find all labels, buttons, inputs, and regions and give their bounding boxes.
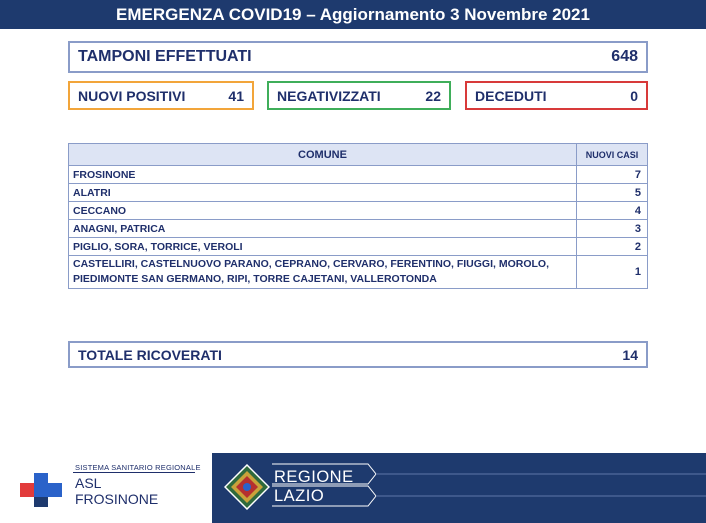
table-row <box>69 166 648 184</box>
ssr-label: SISTEMA SANITARIO REGIONALE <box>75 463 201 472</box>
casi-cell: 5 <box>577 184 648 202</box>
table-row <box>69 184 648 202</box>
comune-cell: FROSINONE <box>69 166 577 184</box>
table-header-row <box>69 144 648 166</box>
asl-label: ASL <box>75 475 102 491</box>
positivi-box <box>68 81 254 110</box>
casi-cell: 7 <box>577 166 648 184</box>
deceduti-box <box>465 81 648 110</box>
lazio-label: LAZIO <box>274 487 325 505</box>
casi-cell: 2 <box>577 238 648 256</box>
comuni-table <box>68 143 648 289</box>
negativizzati-value: 22 <box>425 87 441 104</box>
comune-header: COMUNE <box>69 144 577 166</box>
regione-lazio-label <box>274 468 354 506</box>
page-title: EMERGENZA COVID19 – Aggiornamento 3 Novembre 2021 <box>0 0 706 29</box>
divider <box>73 472 195 473</box>
comune-cell: ALATRI <box>69 184 577 202</box>
comune-cell: CASTELLIRI, CASTELNUOVO PARANO, CEPRANO, CERVARO, FERENTINO, FIUGGI, MOROLO, PIEDIMONTE SAN GERMANO, RIPI, TORRE CAJETANI, VALLEROTONDA <box>69 256 577 289</box>
positivi-label: NUOVI POSITIVI <box>78 87 186 104</box>
frosinone-label: FROSINONE <box>75 491 159 507</box>
comune-cell: PIGLIO, SORA, TORRICE, VEROLI <box>69 238 577 256</box>
ricoverati-label: TOTALE RICOVERATI <box>78 346 222 363</box>
positivi-value: 41 <box>228 87 244 104</box>
casi-cell: 1 <box>577 256 648 289</box>
deceduti-label: DECEDUTI <box>475 87 547 104</box>
table-row <box>69 238 648 256</box>
nuovi-casi-header: NUOVI CASI <box>577 144 648 166</box>
tamponi-box <box>68 41 648 73</box>
regione-lazio-emblem-icon <box>224 464 270 510</box>
comune-cell: ANAGNI, PATRICA <box>69 220 577 238</box>
negativizzati-box <box>267 81 451 110</box>
deceduti-value: 0 <box>630 87 638 104</box>
table-row <box>69 202 648 220</box>
regione-label: REGIONE <box>274 468 354 486</box>
table-row <box>69 220 648 238</box>
tamponi-label: TAMPONI EFFETTUATI <box>78 48 252 65</box>
tamponi-value: 648 <box>611 48 638 65</box>
table-row <box>69 256 648 289</box>
casi-cell: 4 <box>577 202 648 220</box>
comune-cell: CECCANO <box>69 202 577 220</box>
casi-cell: 3 <box>577 220 648 238</box>
ricoverati-box <box>68 341 648 368</box>
negativizzati-label: NEGATIVIZZATI <box>277 87 381 104</box>
ricoverati-value: 14 <box>622 346 638 363</box>
asl-cross-logo-icon <box>20 473 62 507</box>
